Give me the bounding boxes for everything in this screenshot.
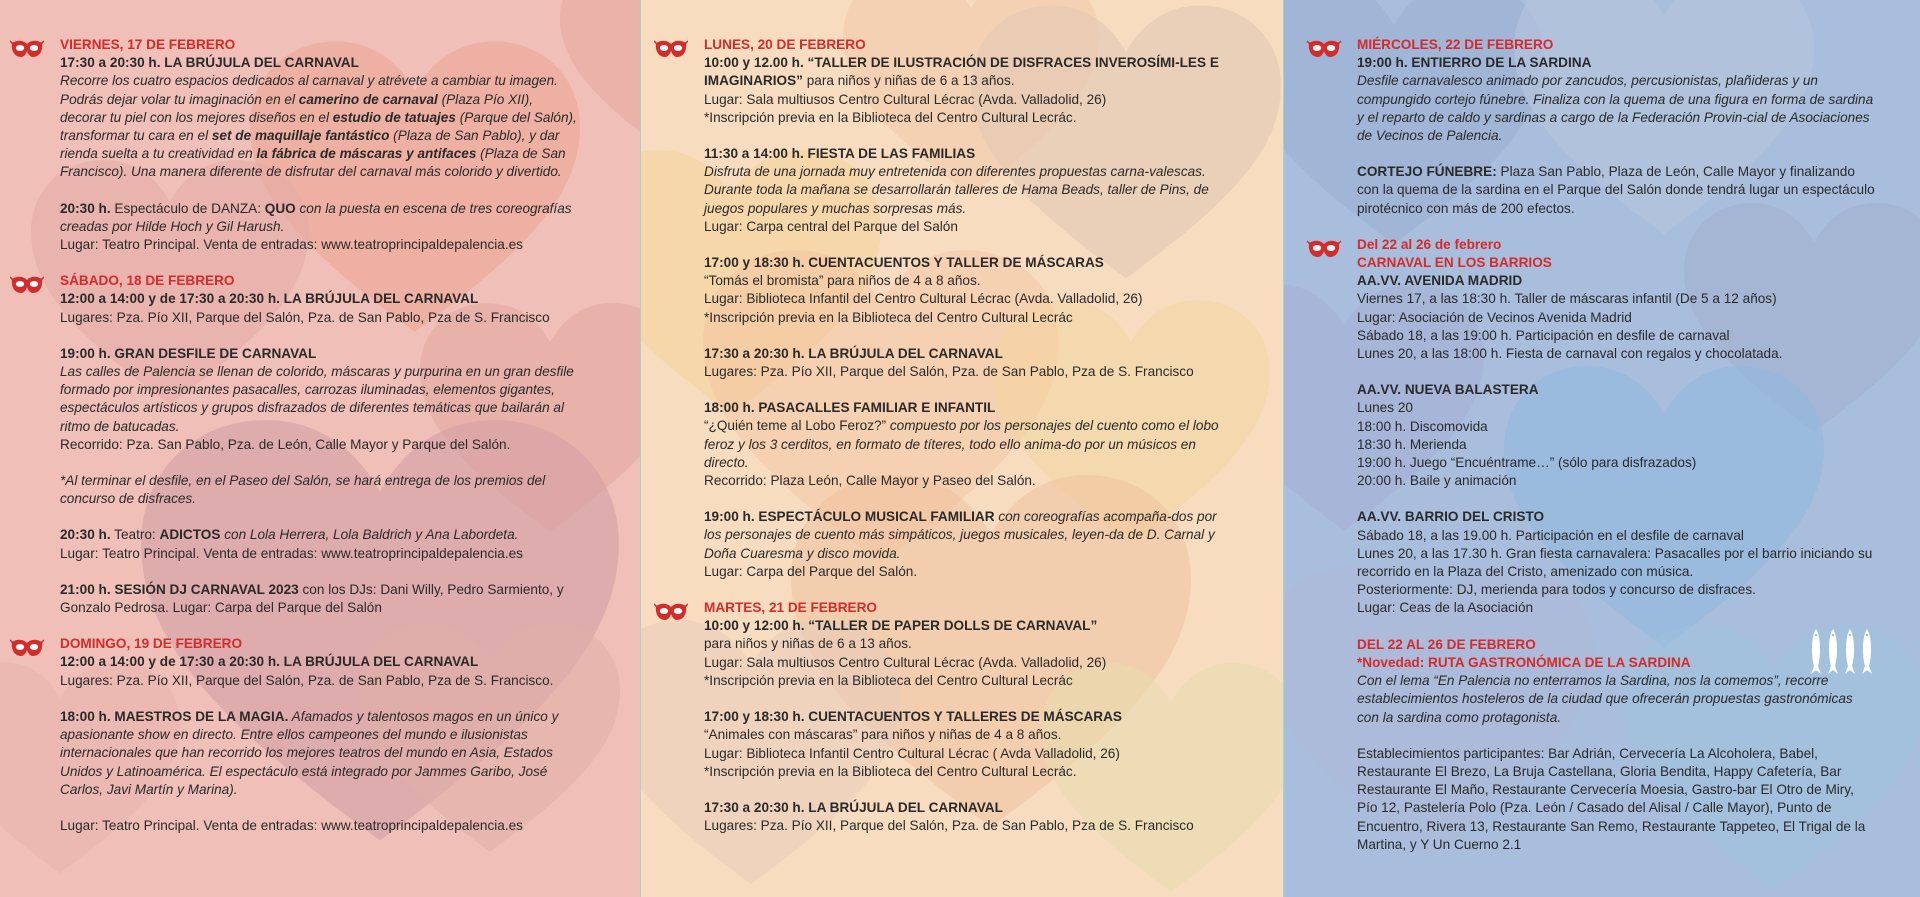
carnival-mask-icon [10, 274, 44, 296]
event-note: *Al terminar el desfile, en el Paseo del Salón, se hará entrega de los premios del concurso de disfraces. [60, 473, 546, 507]
line-item: 19:00 h. Juego “Encuéntrame…” (sólo para disfrazados) [1357, 455, 1697, 471]
association-title: AA.VV. AVENIDA MADRID [1357, 273, 1523, 289]
event-cast: con Lola Herrera, Lola Baldrich y Ana Labordeta. [220, 527, 519, 543]
event-detail: compuesto por los personajes del cuento como el lobo feroz y los 3 cerditos, en formato de títeres, todo ello anima-do por un músicos en directo. [704, 418, 1219, 470]
association-title: AA.VV. BARRIO DEL CRISTO [1357, 509, 1545, 525]
event-title: 17:30 a 20:30 h. LA BRÚJULA DEL CARNAVAL [60, 55, 359, 71]
day-lunes [704, 36, 1224, 581]
event-title: 19:00 h. ENTIERRO DE LA SARDINA [1357, 55, 1592, 71]
event-route: Recorrido: Pza. San Pablo, Pza. de León, Calle Mayor y Parque del Salón. [60, 436, 511, 452]
line-item: Lunes 20, a las 18:00 h. Fiesta de carnaval con regalos y chocolatada. [1357, 346, 1783, 362]
panel-weekdays [641, 0, 1284, 897]
event-title: 17:30 a 20:30 h. LA BRÚJULA DEL CARNAVAL [704, 799, 1003, 815]
event-musical [704, 508, 1224, 563]
event-place: Lugares: Pza. Pío XII, Parque del Salón, Pza. de San Pablo, Pza de S. Francisco [704, 364, 1194, 380]
event-title: 18:00 h. MAESTROS DE LA MAGIA. [60, 708, 289, 724]
day-domingo [60, 635, 580, 835]
event-description: Plaza San Pablo, Plaza de León, Calle Mayor y finalizando con la quema de la sardina en el Parque del Salón donde tendrá lugar un espectáculo pirotécnico con más de 200 efectos. [1357, 164, 1875, 216]
day-miercoles [1357, 36, 1877, 218]
event-place: Lugares: Pza. Pío XII, Parque del Salón, Pza. de San Pablo, Pza de S. Francisco [704, 818, 1194, 834]
event-place: Lugar: Sala multiusos Centro Cultural Lécrac (Avda. Valladolid, 26) [704, 654, 1107, 670]
description-text: (Plaza de San Pablo), y dar rienda suelta a tu creatividad en [60, 128, 560, 162]
date-heading: MARTES, 21 DE FEBRERO [704, 600, 877, 616]
event-description: “Animales con máscaras” para niños y niñas de 4 a 8 años. [704, 727, 1062, 743]
event-description: Con el lema “En Palencia no enterramos la Sardina, nos la comemos”, recorre establecimientos hosteleros de la ciudad que ofrecerán propuestas gastronómicas con la sardina como protagonista. [1357, 673, 1853, 725]
event-age: para niños y niñas de 6 a 13 años. [704, 636, 912, 652]
event-description: con coreografías acompaña-dos por los personajes de cuento más simpáticos, juegos musicales, leyen-da de D. Carnal y Doña Cuaresma y disco movida. [704, 509, 1217, 561]
event-teatro [60, 526, 580, 544]
association-lines [1357, 527, 1877, 618]
event-cortejo [1357, 163, 1877, 218]
event-title: 17:00 y 18:30 h. CUENTACUENTOS Y TALLERES DE MÁSCARAS [704, 709, 1122, 725]
event-note: *Inscripción previa en la Biblioteca del Centro Cultural Lecrác [704, 309, 1073, 325]
section-title: CARNAVAL EN LOS BARRIOS [1357, 255, 1552, 271]
date-heading: SÁBADO, 18 DE FEBRERO [60, 273, 235, 289]
line-item: Lugar: Asociación de Vecinos Avenida Madrid [1357, 309, 1632, 325]
event-danza [60, 200, 580, 236]
event-name: ADICTOS [159, 527, 221, 543]
date-heading: MIÉRCOLES, 22 DE FEBRERO [1357, 37, 1554, 52]
event-title: 12:00 a 14:00 y de 17:30 a 20:30 h. LA BRÚJULA DEL CARNAVAL [60, 654, 479, 670]
event-place: Lugar: Teatro Principal. Venta de entradas: www.teatroprincipaldepalencia.es [60, 237, 523, 253]
event-place: Lugar: Carpa central del Parque del Salón [704, 218, 958, 234]
event-title: 17:00 y 18:30 h. CUENTACUENTOS Y TALLER DE MÁSCARAS [704, 255, 1104, 271]
highlight-place: set de maquillaje fantástico [211, 128, 390, 144]
event-title: 18:00 h. PASACALLES FAMILIAR E INFANTIL [704, 400, 996, 416]
event-place: Lugar: Teatro Principal. Venta de entradas: www.teatroprincipaldepalencia.es [60, 545, 523, 561]
event-type: Teatro: [110, 527, 160, 543]
association-title: AA.VV. NUEVA BALASTERA [1357, 382, 1539, 398]
highlight-place: camerino de carnaval [298, 91, 438, 107]
date-heading: Del 22 al 26 de febrero [1357, 236, 1502, 252]
highlight-place: estudio de tatuajes [332, 109, 456, 125]
line-item: Sábado 18, a las 19:00 h. Participación en desfile de carnaval [1357, 327, 1730, 343]
column-3 [1357, 36, 1877, 854]
day-barrios [1357, 236, 1877, 618]
event-time: 20:30 h. [60, 527, 111, 543]
event-place: Lugar: Biblioteca Infantil Centro Cultural Lécrac ( Avda Valladolid, 26) [704, 745, 1120, 761]
event-note: *Inscripción previa en la Biblioteca del Centro Cultural Lecrác. [704, 763, 1077, 779]
day-martes [704, 599, 1224, 835]
event-title: 10:00 y 12:00 h. “TALLER DE PAPER DOLLS DE CARNAVAL” [704, 618, 1098, 634]
event-place: Lugar: Carpa del Parque del Salón. [704, 563, 918, 579]
association-lines [1357, 290, 1877, 363]
participants-list: Establecimientos participantes: Bar Adrián, Cervecería La Alcoholera, Babel, Restaurante El Brezo, La Bruja Castellana, Gloria Bendita, Happy Cafetería, Bar Restaurante El Maño, Restaurante Cervecería Moesia, Gastro-bar El Otro de Miry, Pío 12, Pastelería Polo (Pza. León / Casado del Alisal / Calle Mayor), Punto de Encuentro, Rivera 13, Restaurante San Remo, Restaurante Tappeteo, El Trigal de la Martina, y Y Un Cuerno 2.1 [1357, 745, 1866, 852]
event-title: 19:00 h. GRAN DESFILE DE CARNAVAL [60, 345, 317, 361]
event-dj [60, 581, 580, 617]
event-description: con la puesta en escena de tres coreografías creadas por Hilde Hoch y Gil Harush. [60, 200, 572, 234]
highlight-place: la fábrica de máscaras y antifaces [256, 146, 477, 162]
event-place: Lugares: Pza. Pío XII, Parque del Salón, Pza. de San Pablo, Pza de S. Francisco [60, 309, 550, 325]
line-item: Sábado 18, a las 19.00 h. Participación en el desfile de carnaval [1357, 527, 1744, 543]
day-sabado [60, 272, 580, 617]
sardines-icon [1809, 628, 1875, 676]
carnival-mask-icon [1307, 38, 1341, 60]
event-description: Disfruta de una jornada muy entretenida con diferentes propuestas carna-valescas. Durante toda la mañana se desarrollarán talleres de Hama Beads, taller de Pins, de juegos populares y muchas sorpresas más. [704, 164, 1209, 216]
event-description [704, 417, 1224, 472]
event-place: Lugares: Pza. Pío XII, Parque del Salón, Pza. de San Pablo, Pza de S. Francisco. [60, 672, 554, 688]
description-text: (Plaza Pío XII), decorar tu piel con los mejores diseños en el [60, 91, 534, 125]
event-title: 19:00 h. ESPECTÁCULO MUSICAL FAMILIAR [704, 509, 995, 525]
event-place: Lugar: Teatro Principal. Venta de entradas: www.teatroprincipaldepalencia.es [60, 817, 523, 833]
event-time: 20:30 h. [60, 200, 111, 216]
line-item: Viernes 17, a las 18:30 h. Taller de máscaras infantil (De 5 a 12 años) [1357, 291, 1777, 307]
event-title: 11:30 a 14:00 h. FIESTA DE LAS FAMILIAS [704, 146, 976, 162]
event-title: CORTEJO FÚNEBRE: [1357, 164, 1497, 180]
event-title: 17:30 a 20:30 h. LA BRÚJULA DEL CARNAVAL [704, 345, 1003, 361]
event-quote: “¿Quién teme al Lobo Feroz?” [704, 418, 887, 434]
carnival-mask-icon [10, 38, 44, 60]
panel-weekend [0, 0, 641, 897]
carnival-mask-icon [654, 601, 688, 623]
event-name: QUO [264, 200, 296, 216]
section-title: *Novedad: RUTA GASTRONÓMICA DE LA SARDINA [1357, 654, 1691, 670]
carnival-mask-icon [1307, 238, 1341, 260]
carnival-mask-icon [654, 38, 688, 60]
event-route: Recorrido: Plaza León, Calle Mayor y Paseo del Salón. [704, 473, 1036, 489]
description-text: (Parque del Salón), transformar tu cara en el [60, 109, 577, 144]
event-note: *Inscripción previa en la Biblioteca del Centro Cultural Lecrác [704, 672, 1073, 688]
event-note: *Inscripción previa en la Biblioteca del Centro Cultural Lecrác. [704, 109, 1077, 125]
panel-sardina [1284, 0, 1920, 897]
description-text: Recorre los cuatro espacios dedicados al carnaval y atrévete a cambiar tu imagen. Podrás dejar volar tu imaginación en el [60, 73, 558, 107]
line-item: 18:30 h. Merienda [1357, 436, 1467, 452]
event-place: Lugar: Biblioteca Infantil del Centro Cultural Lécrac (Avda. Valladolid, 26) [704, 291, 1143, 307]
event-description: Afamados y talentosos magos en un único y apasionante show en directo. Entre ellos campeones del mundo e ilusionistas internacionales que han recorrido los mejores teatros del mundo en Asia, Estados Unidos y Latinoamérica. El espectáculo está integrado por Jammes Garibo, José Carlos, Javi Martín y Marina). [60, 708, 559, 797]
date-heading: DEL 22 AL 26 DE FEBRERO [1357, 636, 1536, 652]
event-title: 21:00 h. SESIÓN DJ CARNAVAL 2023 [60, 581, 299, 597]
line-item: 18:00 h. Discomovida [1357, 418, 1488, 434]
column-1 [60, 36, 580, 835]
event-taller [704, 54, 1224, 90]
date-heading: DOMINGO, 19 DE FEBRERO [60, 636, 243, 652]
date-heading: VIERNES, 17 DE FEBRERO [60, 37, 236, 52]
event-description: con los DJs: Dani Willy, Pedro Sarmiento, y Gonzalo Pedrosa. Lugar: Carpa del Parque del Salón [60, 581, 564, 616]
section-ruta [1357, 636, 1877, 854]
event-place: Lugar: Sala multiusos Centro Cultural Lécrac (Avda. Valladolid, 26) [704, 91, 1107, 107]
carnival-mask-icon [10, 637, 44, 659]
line-item: Posteriormente: DJ, merienda para todos y concurso de disfraces. [1357, 582, 1756, 598]
line-item: Lunes 20 [1357, 400, 1413, 416]
event-title: 12:00 a 14:00 y de 17:30 a 20:30 h. LA BRÚJULA DEL CARNAVAL [60, 291, 479, 307]
event-description: Las calles de Palencia se llenan de colorido, máscaras y purpurina en un gran desfile formado por impresionantes pasacalles, carrozas iluminadas, elementos gigantes, espectáculos artísticos y grupos disfrazados de diferentes temáticas que bailarán al ritmo de batucadas. [60, 364, 574, 434]
event-description [60, 72, 580, 181]
event-description: “Tomás el bromista” para niños de 4 a 8 años. [704, 273, 981, 289]
column-2 [704, 36, 1224, 835]
date-heading: LUNES, 20 DE FEBRERO [704, 37, 866, 52]
event-description: Desfile carnavalesco animado por zancudos, percusionistas, plañideras y un compungido cortejo fúnebre. Finaliza con la quema de una figura en forma de sardina y el reparto de caldo y sardinas a cargo de la Federación Provin-cial de Asociaciones de Vecinos de Palencia. [1357, 73, 1874, 144]
line-item: Lunes 20, a las 17.30 h. Gran fiesta carnavalera: Pasacalles por el barrio iniciando su recorrido en la Plaza del Cristo, amenizado con música. [1357, 545, 1873, 580]
association-lines [1357, 399, 1877, 490]
event-title: 10:00 y 12.00 h. “TALLER DE ILUSTRACIÓN DE DISFRACES INVEROSÍMI-LES E IMAGINARIOS” [704, 55, 1219, 89]
event-age: para niños y niñas de 6 a 13 años. [802, 73, 1015, 89]
event-type: Espectáculo de DANZA: [110, 200, 265, 216]
day-viernes [60, 36, 580, 254]
line-item: 20:00 h. Baile y animación [1357, 473, 1517, 489]
description-text: (Plaza de San Francisco). Una manera diferente de disfrutar del carnaval más colorido y divertido. [60, 146, 566, 180]
line-item: Lugar: Ceas de la Asociación [1357, 600, 1534, 616]
event-magia [60, 708, 580, 799]
